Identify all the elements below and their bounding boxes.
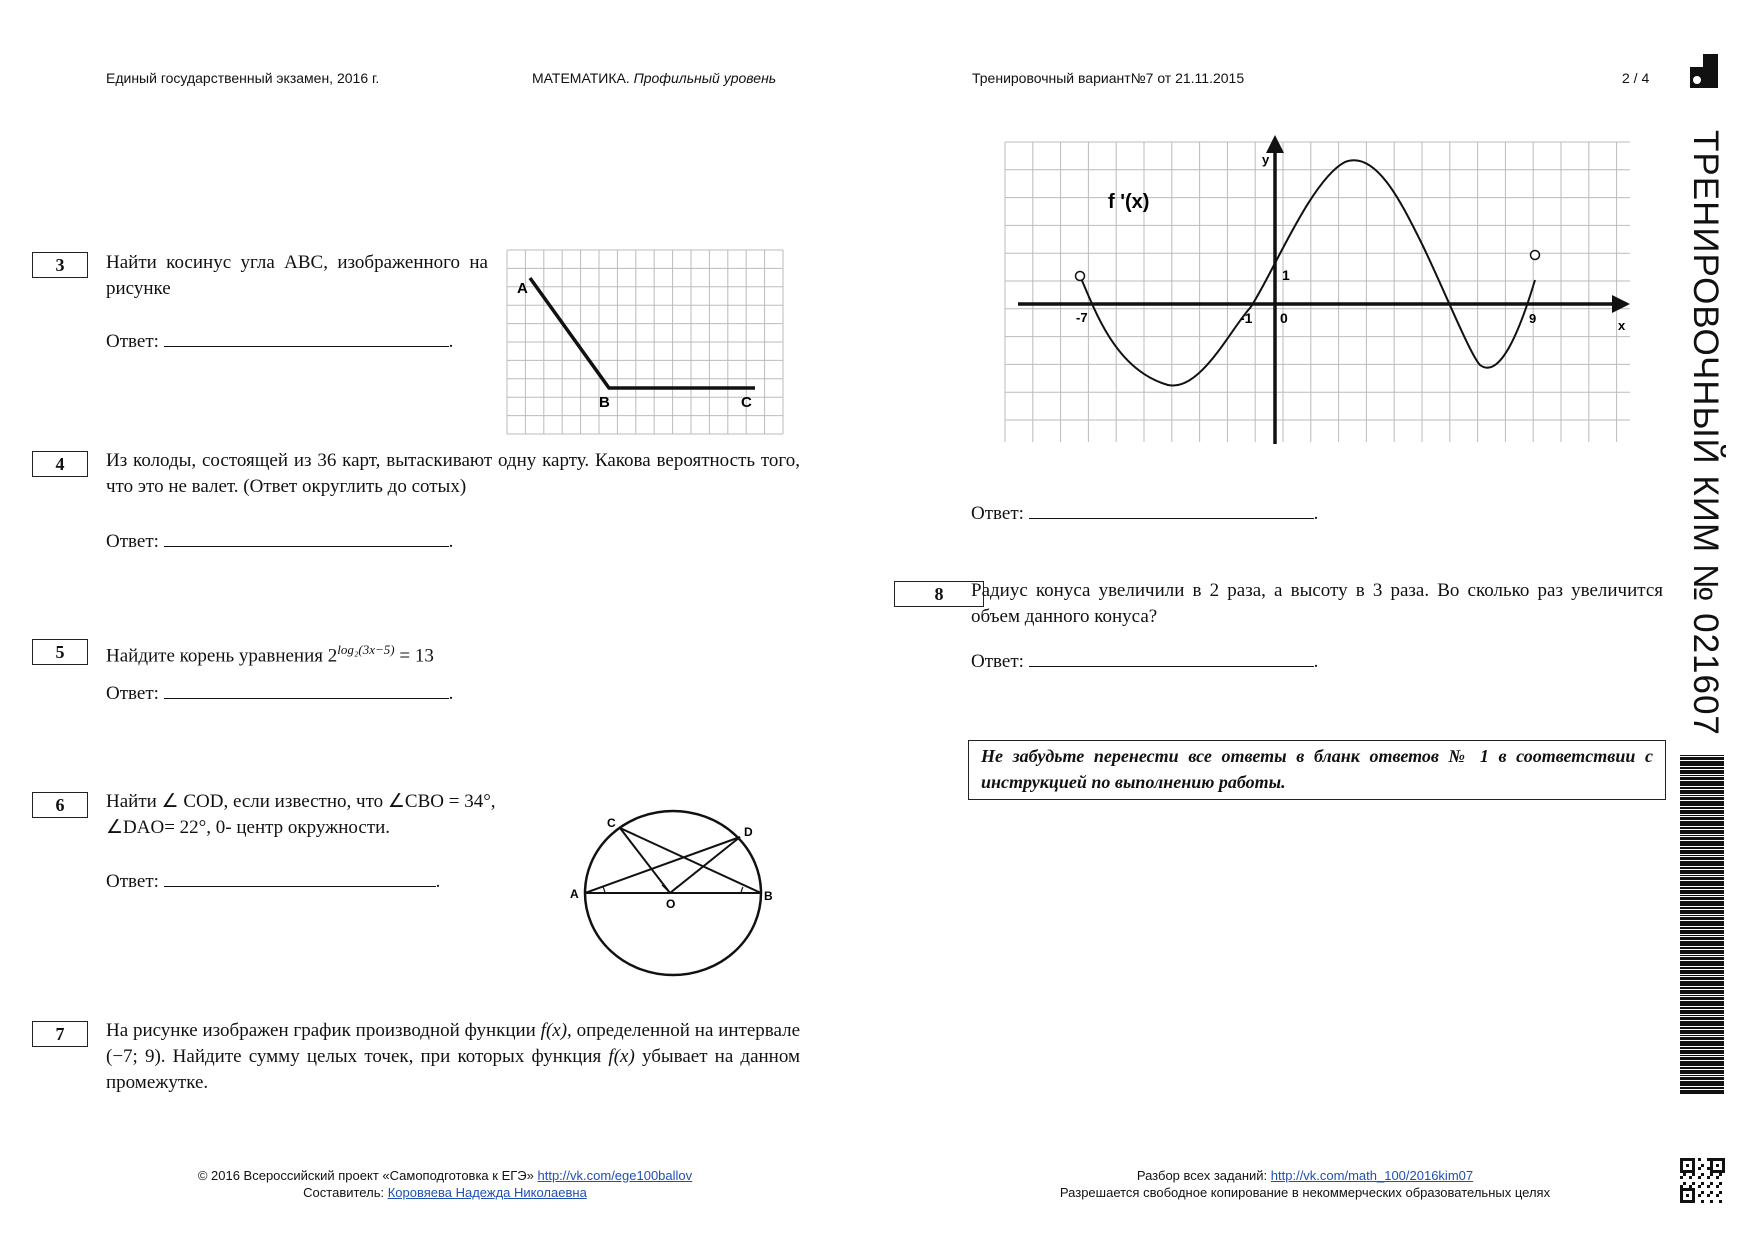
barcode-bar: [1680, 970, 1724, 974]
qr-module: [1686, 1158, 1689, 1161]
qr-module: [1719, 1170, 1722, 1173]
qr-module: [1680, 1164, 1683, 1167]
barcode-bar: [1680, 1030, 1724, 1034]
barcode-bar: [1680, 770, 1724, 774]
barcode-bar: [1680, 761, 1724, 766]
qr-module: [1686, 1164, 1689, 1167]
open-endpoint-left: [1076, 272, 1085, 281]
qr-module: [1698, 1176, 1701, 1179]
qr-module: [1683, 1173, 1686, 1176]
side-title-wrapper: [1685, 130, 1725, 736]
task-3-answer: Ответ: .: [106, 328, 453, 353]
task-8-answer: Ответ: .: [971, 648, 1318, 673]
qr-module: [1692, 1161, 1695, 1164]
qr-module: [1722, 1164, 1725, 1167]
tick-label-0: 0: [1280, 310, 1288, 326]
qr-module: [1707, 1176, 1710, 1179]
qr-module: [1701, 1173, 1704, 1176]
barcode-bar: [1680, 810, 1724, 814]
barcode-bar: [1680, 1090, 1724, 1094]
qr-module: [1716, 1164, 1719, 1167]
qr-module: [1710, 1182, 1713, 1185]
barcode-bar: [1680, 847, 1724, 849]
barcode-bar: [1680, 981, 1724, 986]
equation-exponent: log₂(3x−5): [337, 642, 395, 657]
page-number: 2 / 4: [1622, 70, 1650, 86]
barcode-bar: [1680, 1057, 1724, 1060]
circle-label-a: A: [570, 887, 579, 901]
qr-module: [1710, 1191, 1713, 1194]
barcode-bar: [1680, 1007, 1724, 1009]
circle-label-d: D: [744, 825, 753, 839]
qr-module: [1680, 1167, 1683, 1170]
task-number-3: 3: [32, 252, 88, 278]
qr-module: [1716, 1158, 1719, 1161]
barcode-bar: [1680, 757, 1724, 760]
barcode-bar: [1680, 877, 1724, 880]
task-5-prefix: Найдите корень уравнения: [106, 645, 328, 667]
barcode: [1680, 755, 1728, 1100]
qr-module: [1719, 1173, 1722, 1176]
barcode-bar: [1680, 1087, 1724, 1089]
task-6-answer: Ответ: .: [106, 868, 440, 893]
qr-module: [1710, 1164, 1713, 1167]
equation-base: 2: [327, 645, 338, 667]
task-number-8: 8: [894, 581, 984, 607]
figure-angle-abc: [505, 248, 787, 438]
qr-module: [1692, 1200, 1695, 1203]
barcode-bar: [1680, 895, 1724, 896]
qr-module: [1692, 1188, 1695, 1191]
header-subject: МАТЕМАТИКА.: [532, 70, 630, 86]
footer-author-label: Составитель:: [303, 1185, 385, 1200]
barcode-bar: [1680, 937, 1724, 940]
qr-module: [1701, 1182, 1704, 1185]
qr-module: [1689, 1188, 1692, 1191]
answer-label: Ответ:: [106, 531, 159, 552]
qr-module: [1698, 1158, 1701, 1161]
header-center: [532, 70, 776, 86]
barcode-bar: [1680, 1017, 1724, 1020]
qr-module: [1680, 1161, 1683, 1164]
qr-module: [1710, 1161, 1713, 1164]
qr-module: [1722, 1170, 1725, 1173]
answer-line[interactable]: [164, 868, 436, 887]
qr-module: [1692, 1197, 1695, 1200]
barcode-bar: [1680, 1061, 1724, 1066]
answer-label: Ответ:: [106, 683, 159, 704]
barcode-bar: [1680, 897, 1724, 900]
y-axis-arrow-icon: [1266, 135, 1284, 153]
task-number-4: 4: [32, 451, 88, 477]
barcode-bar: [1680, 1035, 1724, 1036]
barcode-bar: [1680, 775, 1724, 776]
qr-module: [1722, 1158, 1725, 1161]
task-6-line2: ∠DAO= 22°, 0- центр окружности.: [106, 817, 391, 838]
x-label: x: [1618, 318, 1626, 333]
qr-module: [1680, 1188, 1683, 1191]
barcode-bar: [1680, 1075, 1724, 1076]
task-8-text: Радиус конуса увеличили в 2 раза, а высоту в 3 раза. Во сколько раз увеличится объем данного конуса?: [971, 580, 1663, 627]
barcode-bar: [1680, 941, 1724, 946]
tick-label-9: 9: [1529, 311, 1537, 326]
footer-author-link[interactable]: Коровяева Надежда Николаевна: [387, 1185, 587, 1200]
qr-module: [1716, 1194, 1719, 1197]
header-level: Профильный уровень: [633, 70, 777, 86]
angle-abc-lines: [530, 278, 755, 388]
qr-module: [1686, 1200, 1689, 1203]
qr-module: [1686, 1188, 1689, 1191]
barcode-bar: [1680, 930, 1724, 934]
barcode-bar: [1680, 755, 1724, 756]
barcode-bar: [1680, 867, 1724, 869]
qr-module: [1680, 1170, 1683, 1173]
barcode-bar: [1680, 817, 1724, 820]
qr-module: [1707, 1185, 1710, 1188]
barcode-bar: [1680, 957, 1724, 960]
task-4-answer: Ответ: .: [106, 528, 453, 553]
barcode-bar: [1680, 921, 1724, 926]
qr-module: [1701, 1200, 1704, 1203]
qr-module: [1692, 1194, 1695, 1197]
qr-module: [1719, 1200, 1722, 1203]
qr-module: [1680, 1158, 1683, 1161]
barcode-bar: [1680, 927, 1724, 929]
label-c: C: [741, 394, 752, 411]
reminder-box: Не забудьте перенести все ответы в бланк ответов № 1 в соответствии с инструкцией по выполнению работы.: [968, 740, 1666, 800]
qr-module: [1692, 1170, 1695, 1173]
barcode-bar: [1680, 1015, 1724, 1016]
barcode-bar: [1680, 887, 1724, 889]
qr-module: [1698, 1167, 1701, 1170]
corner-mark-icon: [1690, 54, 1718, 88]
qr-module: [1692, 1191, 1695, 1194]
barcode-bar: [1680, 1077, 1724, 1080]
qr-module: [1701, 1164, 1704, 1167]
qr-module: [1719, 1158, 1722, 1161]
barcode-bar: [1680, 807, 1724, 809]
header-left: Единый государственный экзамен, 2016 г.: [106, 70, 380, 86]
barcode-bar: [1680, 1001, 1724, 1006]
answer-line[interactable]: [1029, 648, 1314, 667]
task-7-answer: Ответ: .: [971, 500, 1318, 525]
footer-analysis-link[interactable]: http://vk.com/math_100/2016kim07: [1270, 1168, 1474, 1183]
barcode-bar: [1680, 990, 1724, 994]
barcode-bar: [1680, 977, 1724, 980]
qr-module: [1680, 1200, 1683, 1203]
qr-module: [1707, 1167, 1710, 1170]
footer-license: Разрешается свободное копирование в некоммерческих образовательных целях: [1059, 1185, 1551, 1200]
qr-module: [1692, 1173, 1695, 1176]
barcode-bar: [1680, 890, 1724, 894]
qr-module: [1719, 1182, 1722, 1185]
function-label: f '(x): [1108, 191, 1150, 213]
qr-module: [1683, 1158, 1686, 1161]
footer-left: [120, 1167, 770, 1201]
task-4-text: Из колоды, состоящей из 36 карт, вытаскивают одну карту. Какова вероятность того, что это не валет. (Ответ округлить до сотых): [106, 450, 800, 497]
task-7-part: убывает на данном промежутке.: [106, 1046, 800, 1093]
task-7-part: , определенной на интервале (−7; 9). Найдите сумму целых точек, при которых функция: [106, 1020, 800, 1067]
task-5-answer: Ответ: .: [106, 680, 453, 705]
circle-label-c: C: [607, 816, 616, 830]
task-number-6: 6: [32, 792, 88, 818]
barcode-bar: [1680, 950, 1724, 954]
barcode-bar: [1680, 795, 1724, 796]
qr-module: [1692, 1167, 1695, 1170]
qr-module: [1710, 1173, 1713, 1176]
barcode-bar: [1680, 827, 1724, 829]
barcode-bar: [1680, 987, 1724, 989]
qr-module: [1710, 1158, 1713, 1161]
qr-module: [1692, 1182, 1695, 1185]
qr-module: [1683, 1200, 1686, 1203]
barcode-bar: [1680, 910, 1724, 914]
answer-line[interactable]: [164, 528, 449, 547]
qr-module: [1698, 1194, 1701, 1197]
barcode-bar: [1680, 1055, 1724, 1056]
task-number-7: 7: [32, 1021, 88, 1047]
task-7-part: На рисунке изображен график производной функции: [106, 1020, 541, 1041]
qr-module: [1707, 1158, 1710, 1161]
barcode-bar: [1680, 1027, 1724, 1029]
qr-module: [1686, 1170, 1689, 1173]
qr-module: [1716, 1170, 1719, 1173]
barcode-bar: [1680, 1037, 1724, 1040]
side-title: ТРЕНИРОВОЧНЫЙ КИМ № 021607: [1686, 130, 1725, 736]
barcode-bar: [1680, 787, 1724, 789]
footer-project: © 2016 Всероссийский проект «Самоподготовка к ЕГЭ»: [197, 1168, 534, 1183]
qr-module: [1683, 1170, 1686, 1173]
barcode-bar: [1680, 907, 1724, 909]
y-label: y: [1262, 152, 1270, 167]
barcode-bar: [1680, 901, 1724, 906]
qr-module: [1707, 1194, 1710, 1197]
qr-module: [1683, 1182, 1686, 1185]
barcode-bar: [1680, 967, 1724, 969]
open-endpoint-right: [1531, 251, 1540, 260]
qr-module: [1689, 1185, 1692, 1188]
barcode-bar: [1680, 815, 1724, 816]
answer-line[interactable]: [164, 680, 449, 699]
task-5-text: [106, 637, 434, 669]
barcode-bar: [1680, 1070, 1724, 1074]
barcode-bar: [1680, 881, 1724, 886]
qr-module: [1710, 1167, 1713, 1170]
header-variant: Тренировочный вариант№7 от 21.11.2015: [972, 70, 1245, 86]
qr-module: [1716, 1185, 1719, 1188]
barcode-bar: [1680, 1010, 1724, 1014]
barcode-bar: [1680, 875, 1724, 876]
barcode-bar: [1680, 1047, 1724, 1049]
task-6-line1: Найти ∠ COD, если известно, что ∠CBO = 34°,: [106, 791, 496, 812]
qr-code: [1680, 1158, 1726, 1204]
answer-line[interactable]: [1029, 500, 1314, 519]
answer-label: Ответ:: [106, 871, 159, 892]
qr-module: [1713, 1158, 1716, 1161]
qr-module: [1689, 1176, 1692, 1179]
figure-circle: [565, 805, 780, 980]
barcode-bar: [1680, 1041, 1724, 1046]
barcode-bar: [1680, 850, 1724, 854]
barcode-bar: [1680, 917, 1724, 920]
qr-module: [1719, 1191, 1722, 1194]
barcode-bar: [1680, 855, 1724, 856]
footer-analysis-label: Разбор всех заданий:: [1136, 1168, 1268, 1183]
qr-module: [1689, 1158, 1692, 1161]
task-7-text: [106, 1018, 800, 1096]
task-3-text: Найти косинус угла ABC, изображенного на рисунке: [106, 252, 488, 299]
barcode-bar: [1680, 841, 1724, 846]
barcode-bar: [1680, 997, 1724, 1000]
barcode-bar: [1680, 767, 1724, 769]
task-6-text: [106, 789, 566, 841]
barcode-bar: [1680, 837, 1724, 840]
footer-right: [1000, 1167, 1610, 1201]
qr-module: [1710, 1200, 1713, 1203]
barcode-bar: [1680, 1081, 1724, 1086]
x-axis-arrow-icon: [1612, 295, 1630, 313]
barcode-bar: [1680, 947, 1724, 949]
task-number-5: 5: [32, 639, 88, 665]
label-b: B: [599, 394, 610, 411]
qr-module: [1680, 1197, 1683, 1200]
circle-label-o: O: [666, 897, 676, 911]
task-7-func: f(x): [608, 1046, 635, 1067]
qr-module: [1680, 1194, 1683, 1197]
barcode-bar: [1680, 1067, 1724, 1069]
tick-label-minus-7: -7: [1076, 310, 1088, 325]
barcode-bar: [1680, 1050, 1724, 1054]
answer-label: Ответ:: [971, 503, 1024, 524]
barcode-bar: [1680, 961, 1724, 966]
barcode-bar: [1680, 995, 1724, 996]
circle-label-b: B: [764, 889, 773, 903]
task-7-func: f(x): [540, 1020, 568, 1041]
barcode-bar: [1680, 830, 1724, 834]
task-5-suffix: = 13: [394, 645, 434, 667]
barcode-bar: [1680, 797, 1724, 800]
barcode-bar: [1680, 835, 1724, 836]
barcode-bar: [1680, 975, 1724, 976]
qr-module: [1701, 1191, 1704, 1194]
derivative-graph: [1000, 130, 1640, 450]
qr-module: [1692, 1164, 1695, 1167]
qr-module: [1722, 1167, 1725, 1170]
barcode-bar: [1680, 870, 1724, 874]
barcode-bar: [1680, 781, 1724, 786]
qr-module: [1686, 1194, 1689, 1197]
barcode-bar: [1680, 821, 1724, 826]
tick-label-minus-1: -1: [1240, 310, 1253, 326]
barcode-bar: [1680, 935, 1724, 936]
qr-module: [1689, 1170, 1692, 1173]
barcode-bar: [1680, 861, 1724, 866]
barcode-bar: [1680, 915, 1724, 916]
qr-module: [1680, 1191, 1683, 1194]
qr-module: [1680, 1176, 1683, 1179]
qr-module: [1689, 1200, 1692, 1203]
qr-module: [1683, 1188, 1686, 1191]
qr-module: [1698, 1185, 1701, 1188]
qr-module: [1680, 1185, 1683, 1188]
barcode-bar: [1680, 857, 1724, 860]
answer-label: Ответ:: [971, 651, 1024, 672]
qr-module: [1722, 1161, 1725, 1164]
barcode-bar: [1680, 801, 1724, 806]
tick-label-1: 1: [1282, 267, 1290, 283]
barcode-bar: [1680, 790, 1724, 794]
qr-module: [1710, 1170, 1713, 1173]
qr-module: [1713, 1170, 1716, 1173]
footer-project-link[interactable]: http://vk.com/ege100ballov: [537, 1168, 693, 1183]
qr-module: [1692, 1158, 1695, 1161]
answer-line[interactable]: [164, 328, 449, 347]
label-a: A: [517, 280, 528, 297]
barcode-bar: [1680, 955, 1724, 956]
barcode-bar: [1680, 1021, 1724, 1026]
qr-module: [1716, 1176, 1719, 1179]
answer-label: Ответ:: [106, 331, 159, 352]
barcode-bar: [1680, 777, 1724, 780]
